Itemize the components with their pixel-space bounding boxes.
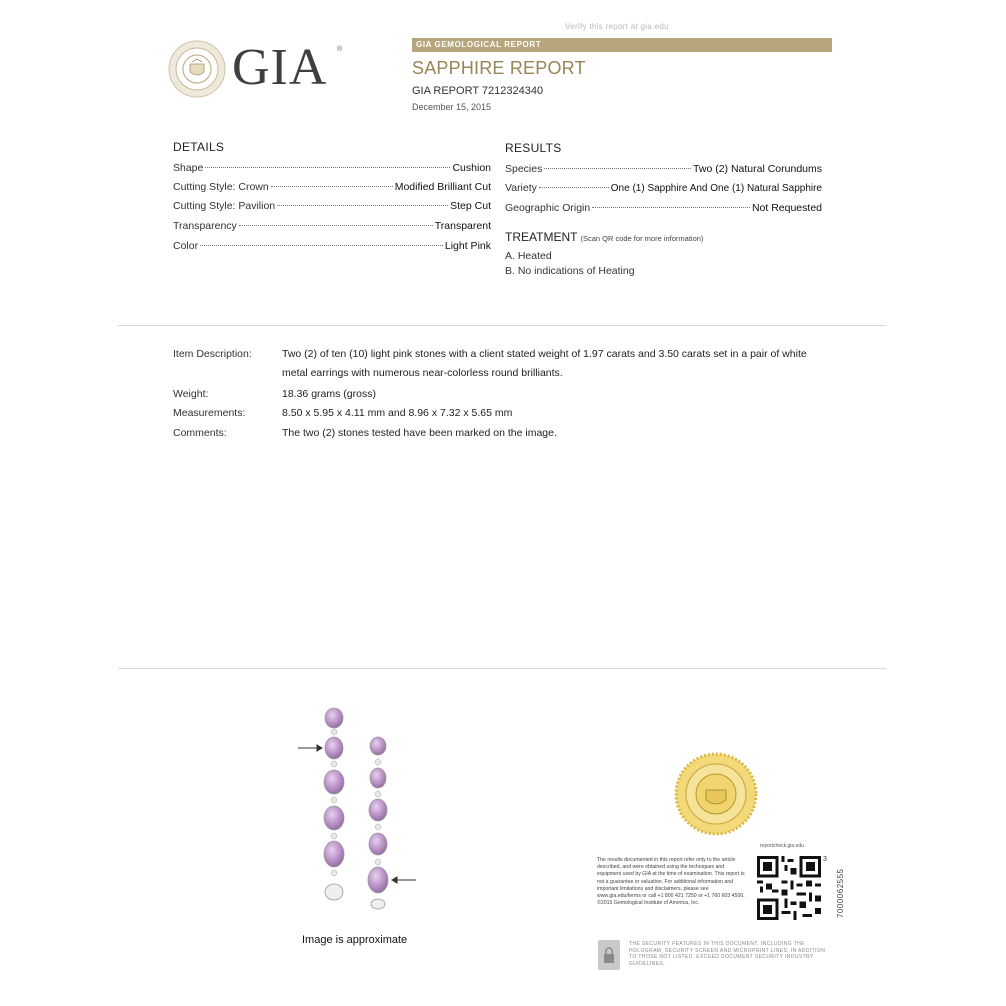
measurements-label: Measurements: [173, 407, 246, 419]
report-band: GIA GEMOLOGICAL REPORT [412, 38, 832, 52]
description-value: Two (2) of ten (10) light pink stones with a client stated weight of 1.97 carats and 3.50 carats set in a pair of white metal earrings with numerous near-colorless round brilliants. [282, 348, 807, 379]
details-heading: DETAILS [173, 140, 225, 154]
results-heading: RESULTS [505, 141, 562, 155]
lock-icon [598, 940, 620, 970]
treatment-heading [505, 230, 703, 244]
result-value: One (1) Sapphire And One (1) Natural Sapphire [610, 183, 822, 194]
report-number: GIA REPORT 7212324340 [412, 85, 544, 97]
comments-value: The two (2) stones tested have been marked on the image. [282, 427, 557, 439]
gia-logo: GIA [232, 39, 328, 96]
detail-row-crown [173, 181, 491, 193]
detail-label: Shape [173, 162, 204, 174]
detail-row-color [173, 240, 491, 252]
disclaimer-text: The results documented in this report refer only to the article described, and were obtained using the techniques and equipment used by GIA at the time of examination. This report is not a guarantee or valuation. For additional information and important limitations and disclaimers, please see www.gia.edu/terms or call +1 800 421 7250 or +1 760 603 4500. ©2015 Gemological Institute of America, Inc. [597, 857, 745, 907]
hologram-seal-icon [674, 752, 758, 836]
verify-note: Verify this report at gia.edu [565, 22, 669, 31]
page-number: 3 [823, 856, 827, 863]
detail-value: Step Cut [450, 200, 491, 212]
report-title: SAPPHIRE REPORT [412, 58, 586, 78]
result-row-variety [505, 182, 822, 194]
detail-value: Modified Brilliant Cut [394, 181, 491, 193]
detail-label: Transparency [173, 220, 237, 232]
detail-label: Cutting Style: Crown [173, 181, 269, 193]
detail-row-shape [173, 162, 491, 174]
measurements-value: 8.50 x 5.95 x 4.11 mm and 8.96 x 7.32 x 5.65 mm [282, 407, 513, 419]
qr-url: reportcheck.gia.edu [760, 843, 804, 849]
treatment-note: (Scan QR code for more information) [580, 234, 704, 243]
result-value: Two (2) Natural Corundums [693, 163, 822, 175]
detail-label: Color [173, 240, 199, 252]
divider [118, 668, 886, 669]
registered-mark: ® [337, 46, 343, 53]
gia-seal-icon [168, 40, 226, 98]
treatment-item: A. Heated [505, 250, 552, 262]
weight-label: Weight: [173, 388, 209, 400]
treatment-item: B. No indications of Heating [505, 265, 635, 277]
earrings-image [296, 700, 426, 928]
result-label: Variety [505, 182, 537, 194]
detail-value: Transparent [434, 220, 491, 232]
result-row-species [505, 163, 822, 175]
result-label: Species [505, 163, 543, 175]
treatment-title: TREATMENT [505, 230, 578, 244]
detail-row-pavilion [173, 200, 491, 212]
qr-code-icon[interactable] [757, 856, 821, 920]
image-caption: Image is approximate [302, 934, 408, 946]
result-label: Geographic Origin [505, 202, 591, 214]
report-date: December 15, 2015 [412, 102, 492, 112]
detail-value: Light Pink [444, 240, 491, 252]
result-value: Not Requested [751, 202, 822, 214]
weight-value: 18.36 grams (gross) [282, 388, 376, 400]
description-label: Item Description: [173, 348, 252, 360]
comments-label: Comments: [173, 427, 227, 439]
detail-label: Cutting Style: Pavilion [173, 200, 276, 212]
serial-number: 7000062555 [836, 868, 845, 918]
detail-row-transparency [173, 220, 491, 232]
detail-value: Cushion [452, 162, 491, 174]
divider [118, 325, 886, 326]
security-note: THE SECURITY FEATURES IN THIS DOCUMENT, INCLUDING THE HOLOGRAM, SECURITY SCREEN AND MICROPRINT LINES, IN ADDITION TO THOSE NOT LISTED, EXCEED DOCUMENT SECURITY INDUSTRY GUIDELINES. [629, 941, 826, 967]
result-row-origin [505, 202, 822, 214]
